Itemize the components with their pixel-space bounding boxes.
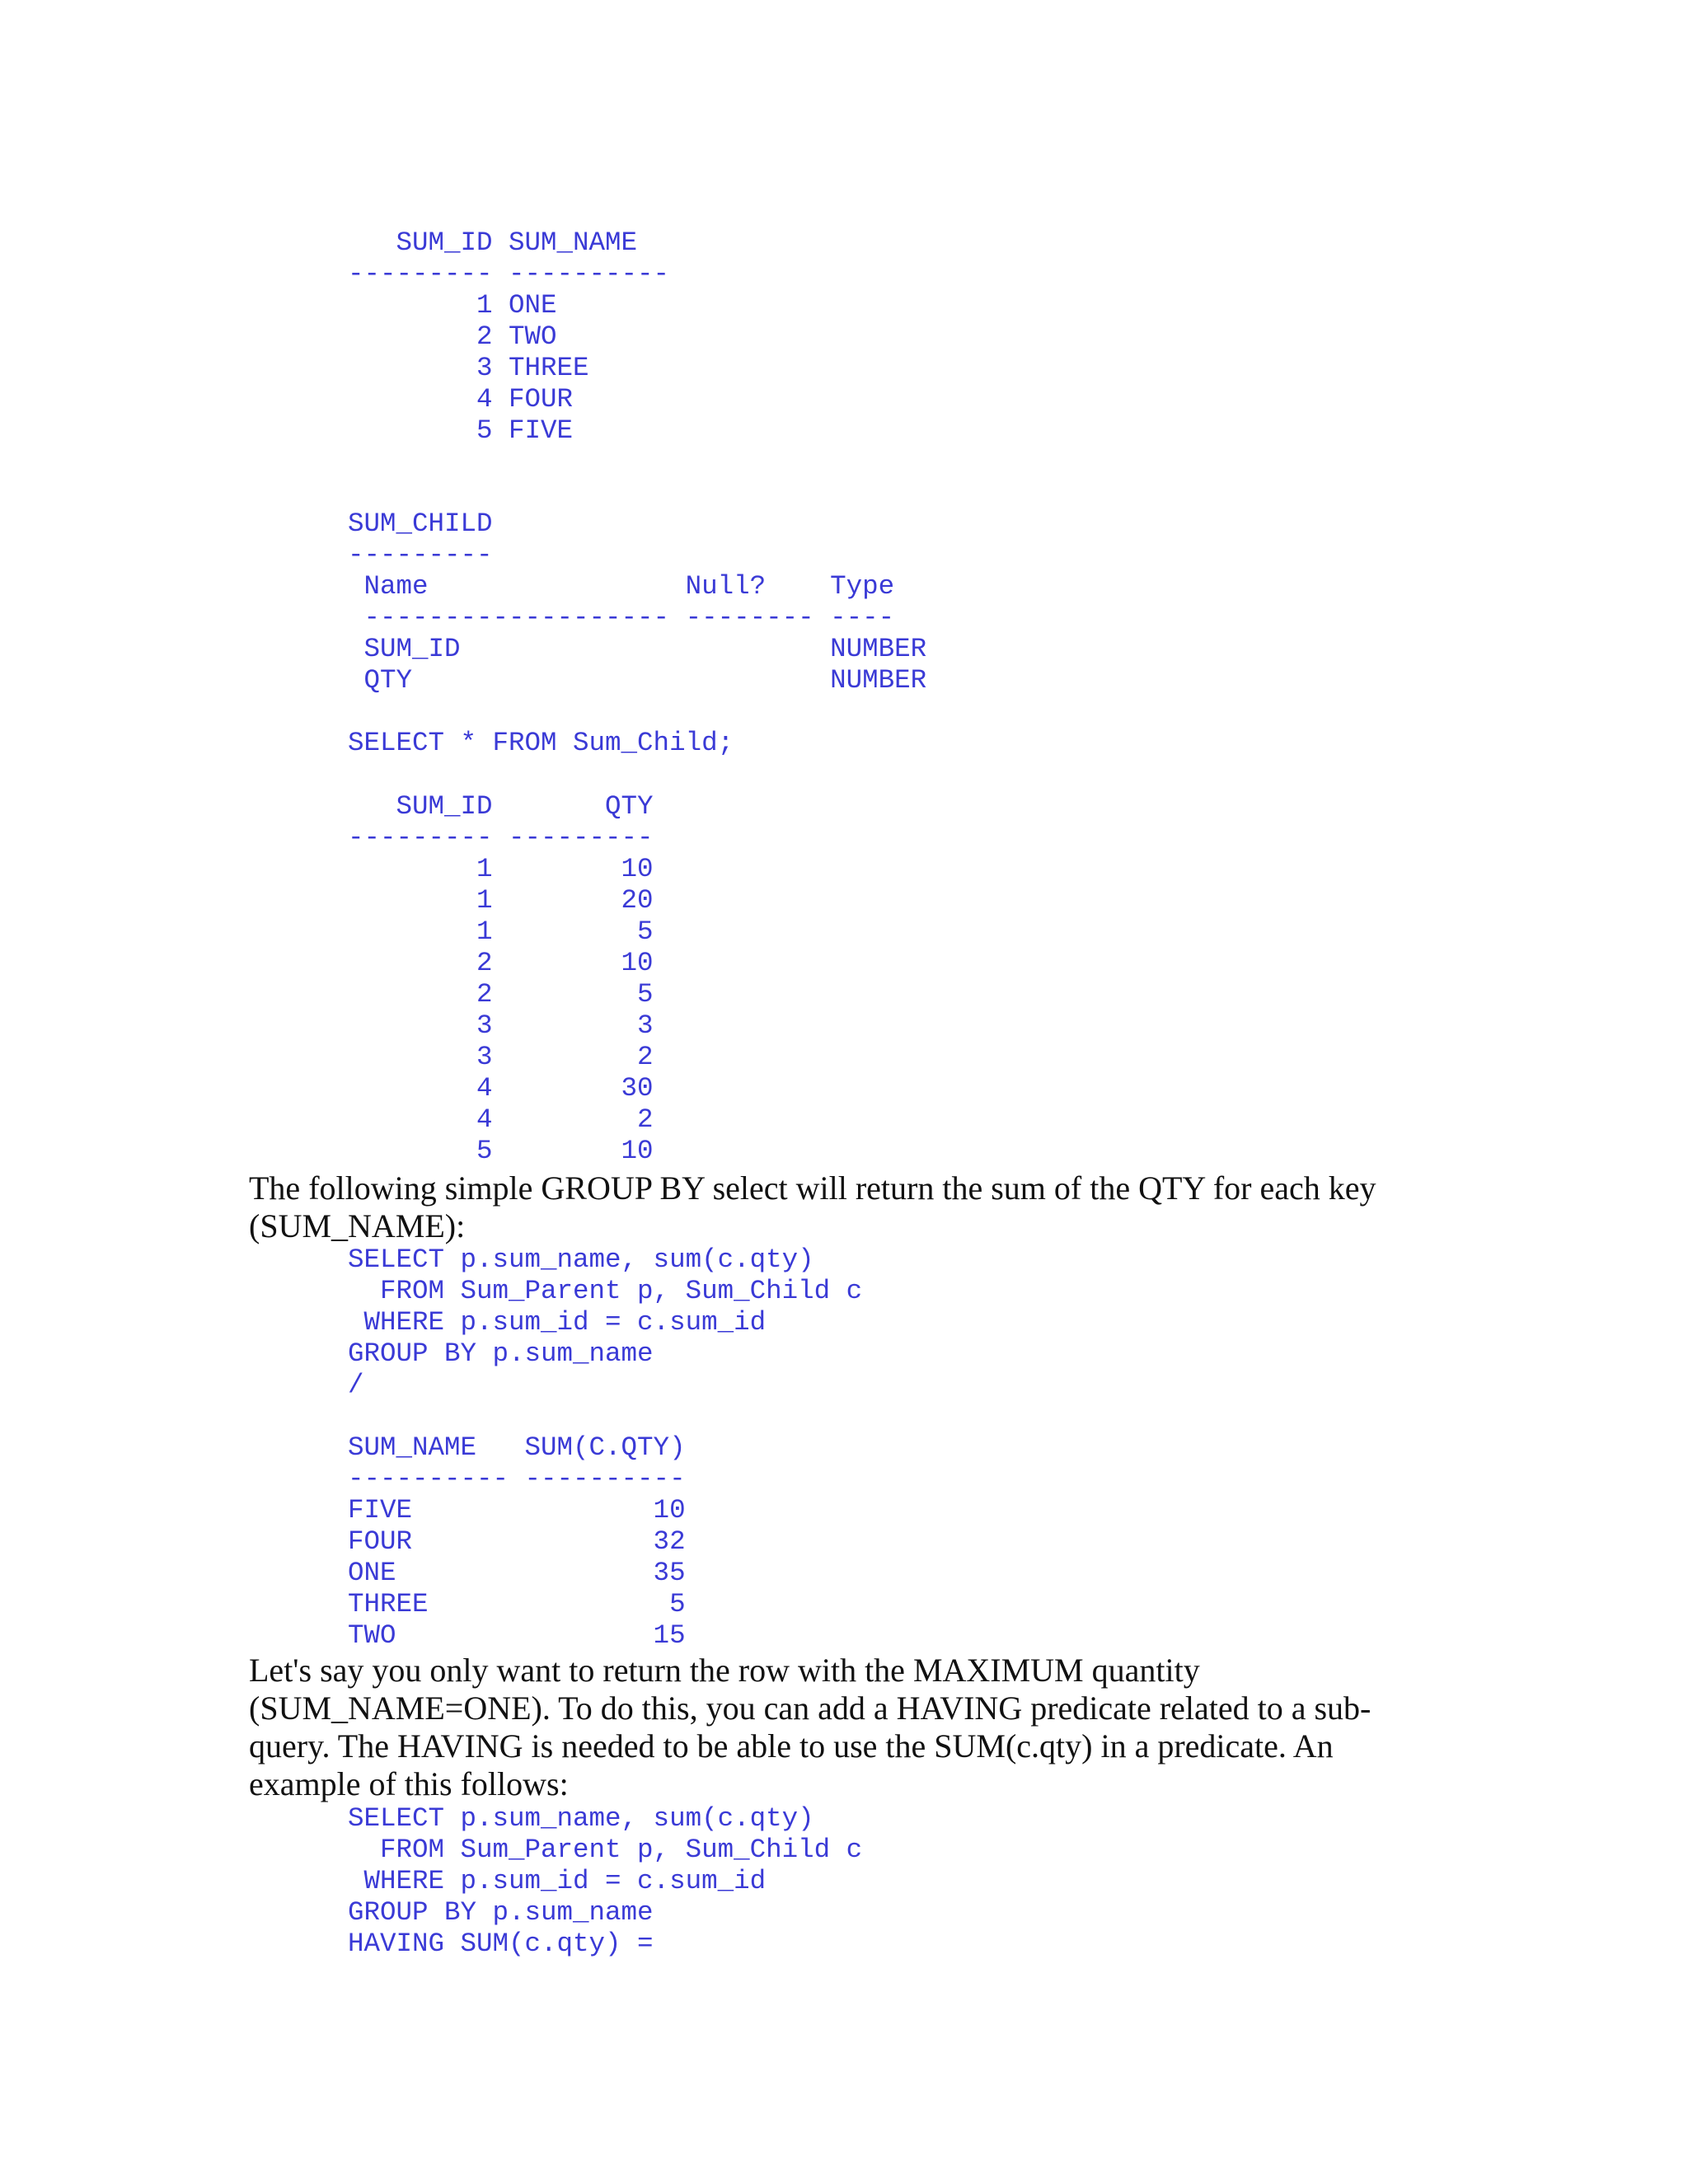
sum-parent-result-output: SUM_ID SUM_NAME --------- ---------- 1 ONE 2 TWO 3 THREE 4 FOUR 5 FIVE: [348, 227, 670, 446]
sum-child-describe-output: SUM_CHILD --------- Name Null? Type ------------------- -------- ---- SUM_ID NUMBER QTY NUMBER: [348, 509, 927, 696]
having-query-code: SELECT p.sum_name, sum(c.qty) FROM Sum_Parent p, Sum_Child c WHERE p.sum_id = c.sum_id GROUP BY p.sum_name HAVING SUM(c.qty) =: [348, 1803, 863, 1959]
group-by-query-code: SELECT p.sum_name, sum(c.qty) FROM Sum_Parent p, Sum_Child c WHERE p.sum_id = c.sum_id GROUP BY p.sum_name /: [348, 1244, 863, 1400]
group-by-result-output: SUM_NAME SUM(C.QTY) ---------- ---------- FIVE 10 FOUR 32 ONE 35 THREE 5 TWO 15: [348, 1432, 686, 1651]
sum-child-result-output: SUM_ID QTY --------- --------- 1 10 1 20 1 5 2 10 2 5 3 3 3 2 4 30 4 2 5 10: [348, 791, 654, 1166]
having-intro-paragraph: Let's say you only want to return the row with the MAXIMUM quantity (SUM_NAME=ONE). To do this, you can add a HAVING predicate related to a sub-query. The HAVING is needed to be able to use the SUM(c.qty) in a predicate. An example of this follows:: [249, 1652, 1372, 1802]
select-sum-child-statement: SELECT * FROM Sum_Child;: [348, 728, 734, 758]
group-by-intro-paragraph: The following simple GROUP BY select will return the sum of the QTY for each key (SUM_NAME):: [249, 1169, 1376, 1244]
